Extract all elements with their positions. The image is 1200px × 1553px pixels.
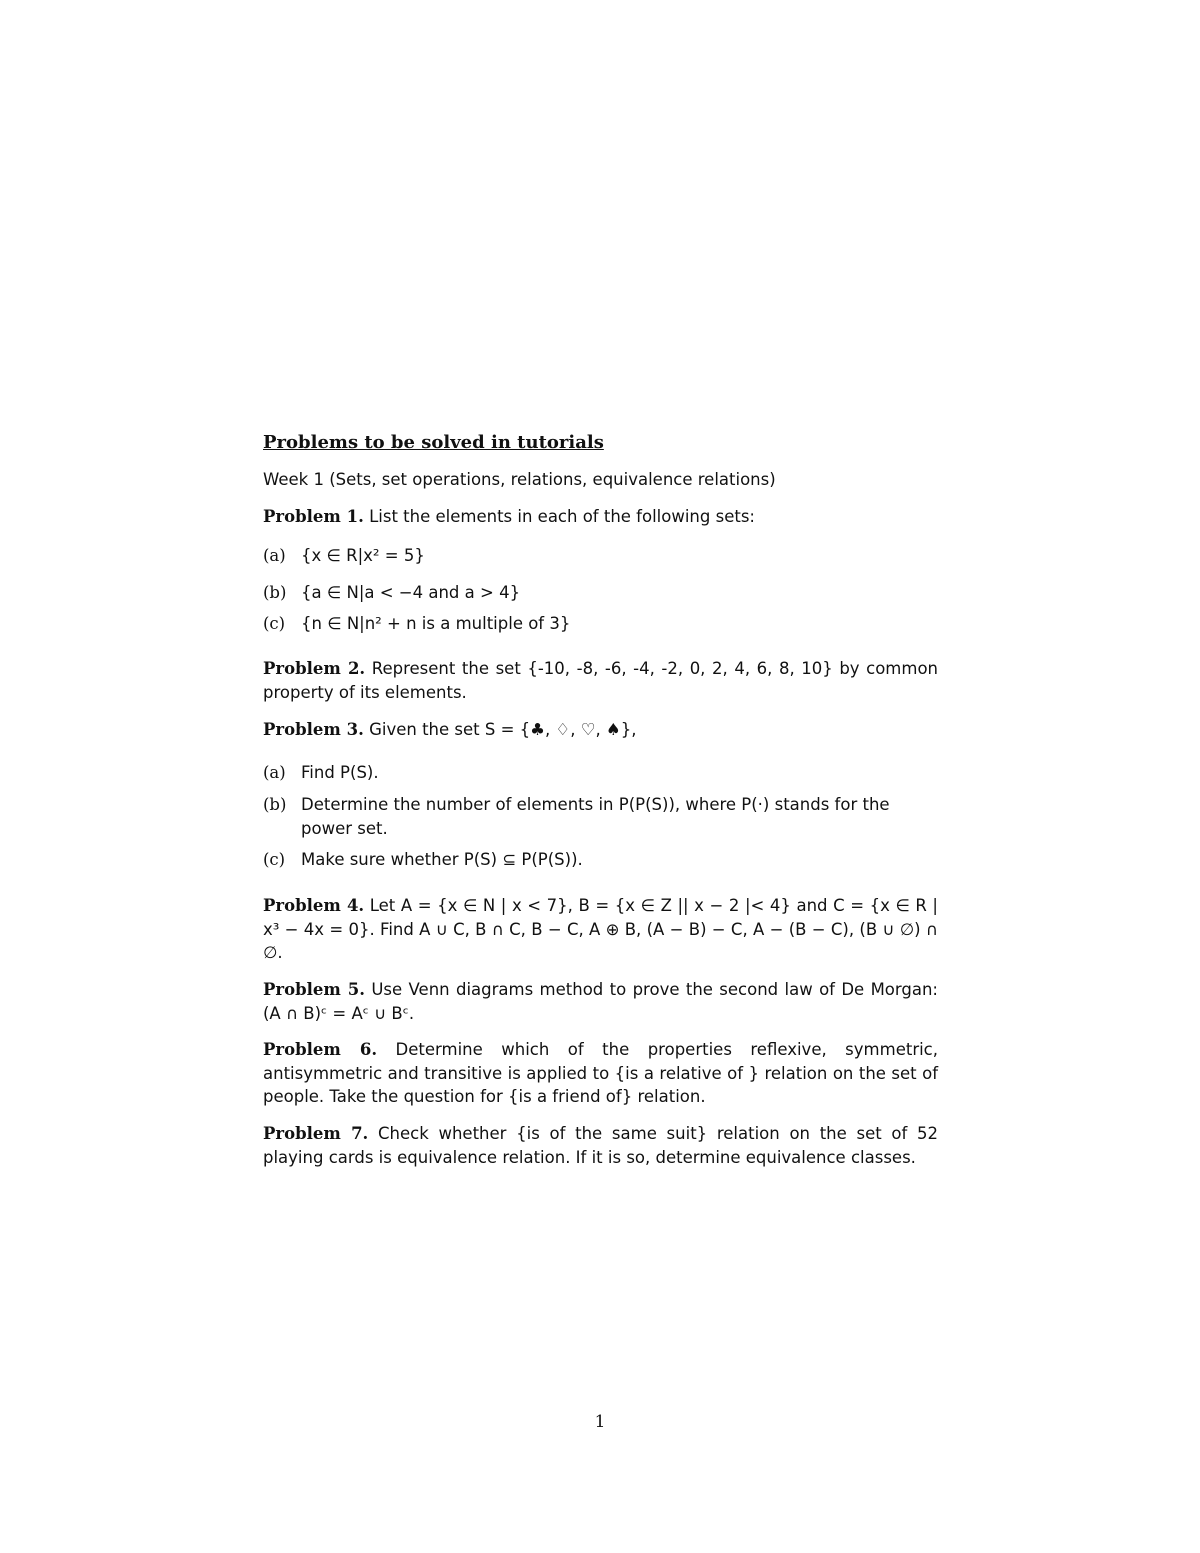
problem-3-item-b [263,793,938,841]
problem-text: Use Venn diagrams method to prove the second law of De Morgan: (A ∩ B)ᶜ = Aᶜ ∪ Bᶜ. [263,980,938,1023]
problem-1 [263,505,938,529]
problem-2 [263,657,938,704]
problem-label: Problem 7. [263,1124,369,1143]
item-label: (b) [263,795,287,814]
problem-label: Problem 3. [263,720,364,739]
item-label: (b) [263,583,287,602]
problem-4 [263,894,938,965]
problem-3-item-a [263,761,938,785]
item-label: (a) [263,546,286,565]
problem-label: Problem 6. [263,1040,378,1059]
problem-label: Problem 4. [263,896,365,915]
week-subtitle: Week 1 (Sets, set operations, relations, equivalence relations) [263,470,776,489]
problem-text: Determine which of the properties reflexive, symmetric, antisymmetric and transitive is applied to {is a relative of } relation on the set of people. Take the question for {is a friend of} relation. [263,1040,938,1106]
problem-6 [263,1038,938,1109]
item-text: Make sure whether P(S) ⊆ P(P(S)). [301,850,583,869]
problem-1-item-c [263,612,938,636]
page-number: 1 [594,1412,606,1432]
item-text: Determine the number of elements in P(P(S)), where P(·) stands for the power set. [301,795,890,838]
document-title: Problems to be solved in tutorials [263,432,604,453]
problem-text: Let A = {x ∈ N | x < 7}, B = {x ∈ Z || x − 2 |< 4} and C = {x ∈ R | x³ − 4x = 0}. Find A ∪ C, B ∩ C, B − C, A ⊕ B, (A − B) − C, A − (B − C), (B ∪ ∅) ∩ ∅. [263,896,938,962]
problem-label: Problem 1. [263,507,364,526]
problem-label: Problem 5. [263,980,365,999]
problem-1-item-b [263,581,938,605]
problem-text: Check whether {is of the same suit} relation on the set of 52 playing cards is equivalence relation. If it is so, determine equivalence classes. [263,1124,939,1167]
problem-label: Problem 2. [263,659,366,678]
problem-text: Represent the set {-10, -8, -6, -4, -2, 0, 2, 4, 6, 8, 10} by common property of its elements. [263,659,938,702]
problem-3-item-c [263,848,938,872]
item-text: {a ∈ N|a < −4 and a > 4} [301,583,521,602]
item-text: {n ∈ N|n² + n is a multiple of 3} [301,614,571,633]
item-text: Find P(S). [301,763,379,782]
item-label: (c) [263,850,286,869]
problem-7 [263,1122,938,1169]
problem-text: Given the set S = {♣, ♢, ♡, ♠}, [369,720,637,739]
item-text: {x ∈ R|x² = 5} [301,546,425,565]
problem-text: List the elements in each of the following sets: [369,507,755,526]
problem-5 [263,978,938,1025]
problem-3 [263,718,938,742]
item-label: (a) [263,763,286,782]
problem-1-item-a [263,544,938,568]
item-label: (c) [263,614,286,633]
